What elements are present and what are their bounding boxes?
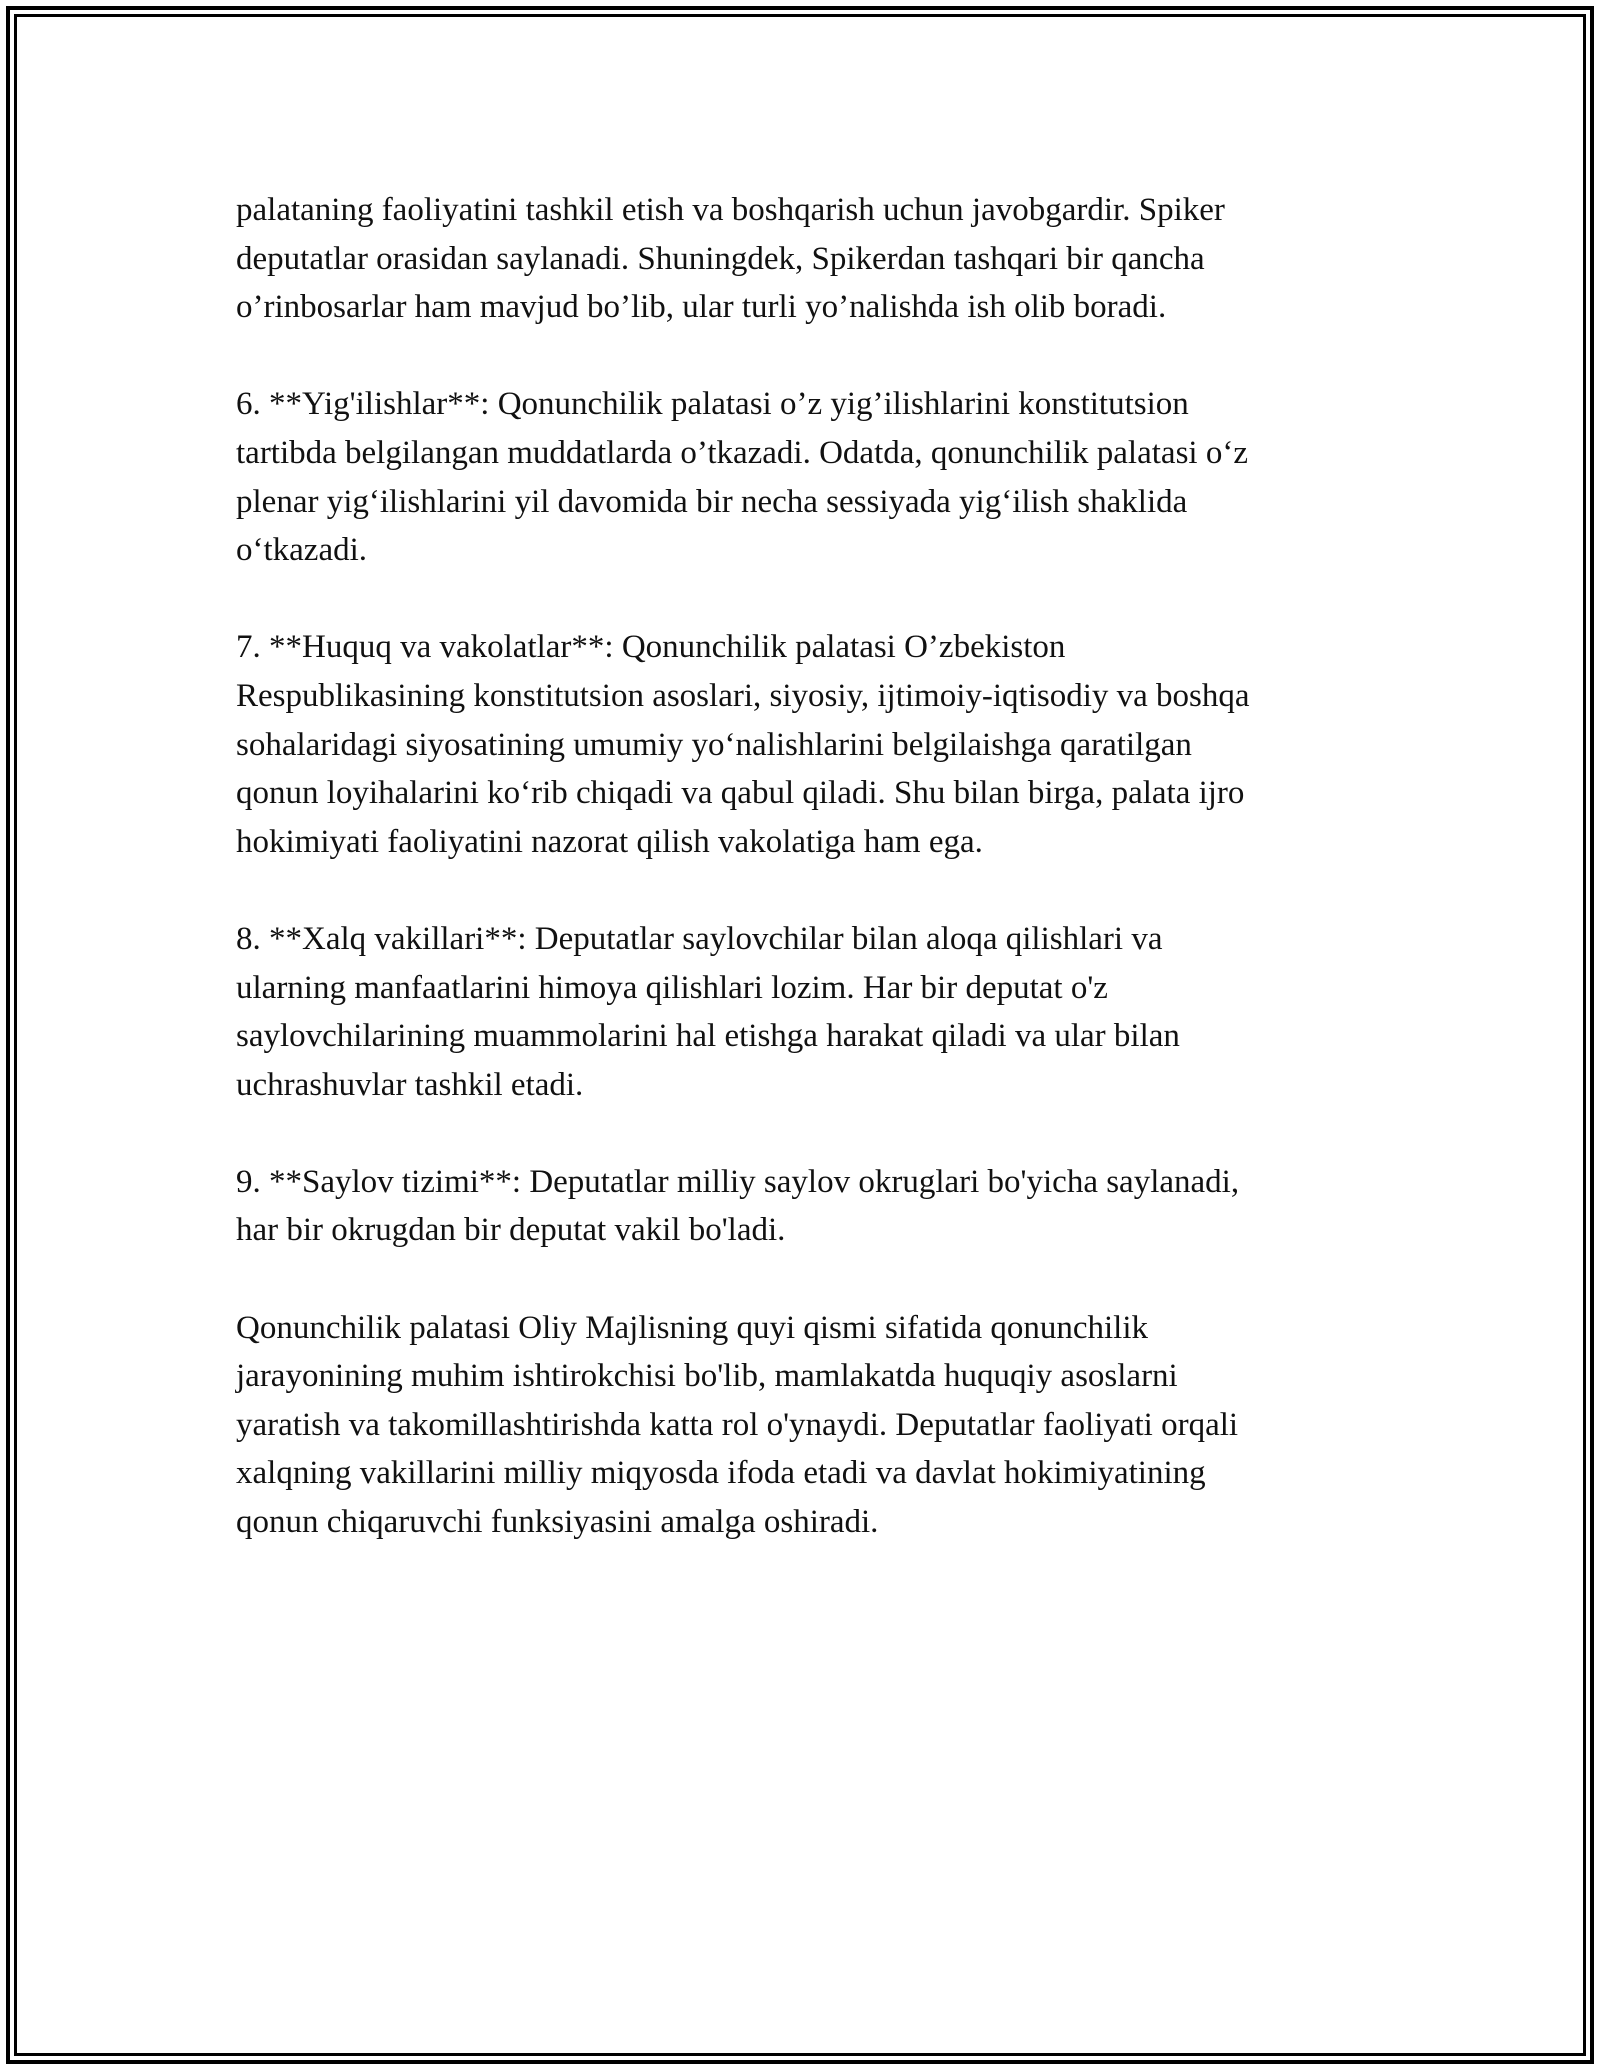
text-line: tartibda belgilangan muddatlarda o’tkazadi. Odatda, qonunchilik palatasi o‘z	[236, 434, 1248, 471]
text-line: Respublikasining konstitutsion asoslari, siyosiy, ijtimoiy-iqtisodiy va boshqa	[236, 677, 1250, 714]
paragraph-speaker	[236, 186, 1386, 332]
text-line: palataning faoliyatini tashkil etish va boshqarish uchun javobgardir. Spiker	[236, 192, 1225, 228]
paragraph-item-6	[236, 380, 1386, 574]
text-line: qonun chiqaruvchi funksiyasini amalga oshiradi.	[236, 1504, 879, 1541]
text-line: deputatlar orasidan saylanadi. Shuningdek, Spikerdan tashqari bir qancha	[236, 240, 1205, 277]
text-line: plenar yig‘ilishlarini yil davomida bir necha sessiyada yig‘ilish shaklida	[236, 483, 1188, 520]
text-line: 6. **Yig'ilishlar**: Qonunchilik palatasi o’z yig’ilishlarini konstitutsion	[236, 386, 1189, 423]
text-line: ularning manfaatlarini himoya qilishlari lozim. Har bir deputat o'z	[236, 969, 1108, 1006]
text-line: 8. **Xalq vakillari**: Deputatlar saylovchilar bilan aloqa qilishlari va	[236, 920, 1163, 957]
text-line: har bir okrugdan bir deputat vakil bo'ladi.	[236, 1212, 786, 1249]
text-line: xalqning vakillarini milliy miqyosda ifoda etadi va davlat hokimiyatining	[236, 1455, 1206, 1492]
text-line: 9. **Saylov tizimi**: Deputatlar milliy saylov okruglari bo'yicha saylanadi,	[236, 1163, 1240, 1200]
text-line: jarayonining muhim ishtirokchisi bo'lib, mamlakatda huquqiy asoslarni	[236, 1358, 1178, 1395]
text-line: uchrashuvlar tashkil etadi.	[236, 1066, 584, 1103]
text-line: saylovchilarining muammolarini hal etishga harakat qiladi va ular bilan	[236, 1018, 1180, 1055]
text-line: qonun loyihalarini ko‘rib chiqadi va qabul qiladi. Shu bilan birga, palata ijro	[236, 775, 1245, 812]
text-line: 7. **Huquq va vakolatlar**: Qonunchilik palatasi O’zbekiston	[236, 629, 1066, 666]
paragraph-item-9	[236, 1158, 1386, 1255]
text-line: o’rinbosarlar ham mavjud bo’lib, ular turli yo’nalishda ish olib boradi.	[236, 289, 1167, 326]
text-line: yaratish va takomillashtirishda katta rol o'ynaydi. Deputatlar faoliyati orqali	[236, 1406, 1239, 1443]
text-line: Qonunchilik palatasi Oliy Majlisning quyi qismi sifatida qonunchilik	[236, 1309, 1148, 1346]
paragraph-item-7	[236, 623, 1386, 866]
text-line: hokimiyati faoliyatini nazorat qilish vakolatiga ham ega.	[236, 823, 983, 860]
paragraph-item-8	[236, 915, 1386, 1109]
text-line: sohalaridagi siyosatining umumiy yo‘nalishlarini belgilaishga qaratilgan	[236, 726, 1192, 763]
paragraph-conclusion	[236, 1304, 1386, 1547]
text-line: o‘tkazadi.	[236, 532, 368, 569]
document-body	[236, 186, 1386, 1595]
